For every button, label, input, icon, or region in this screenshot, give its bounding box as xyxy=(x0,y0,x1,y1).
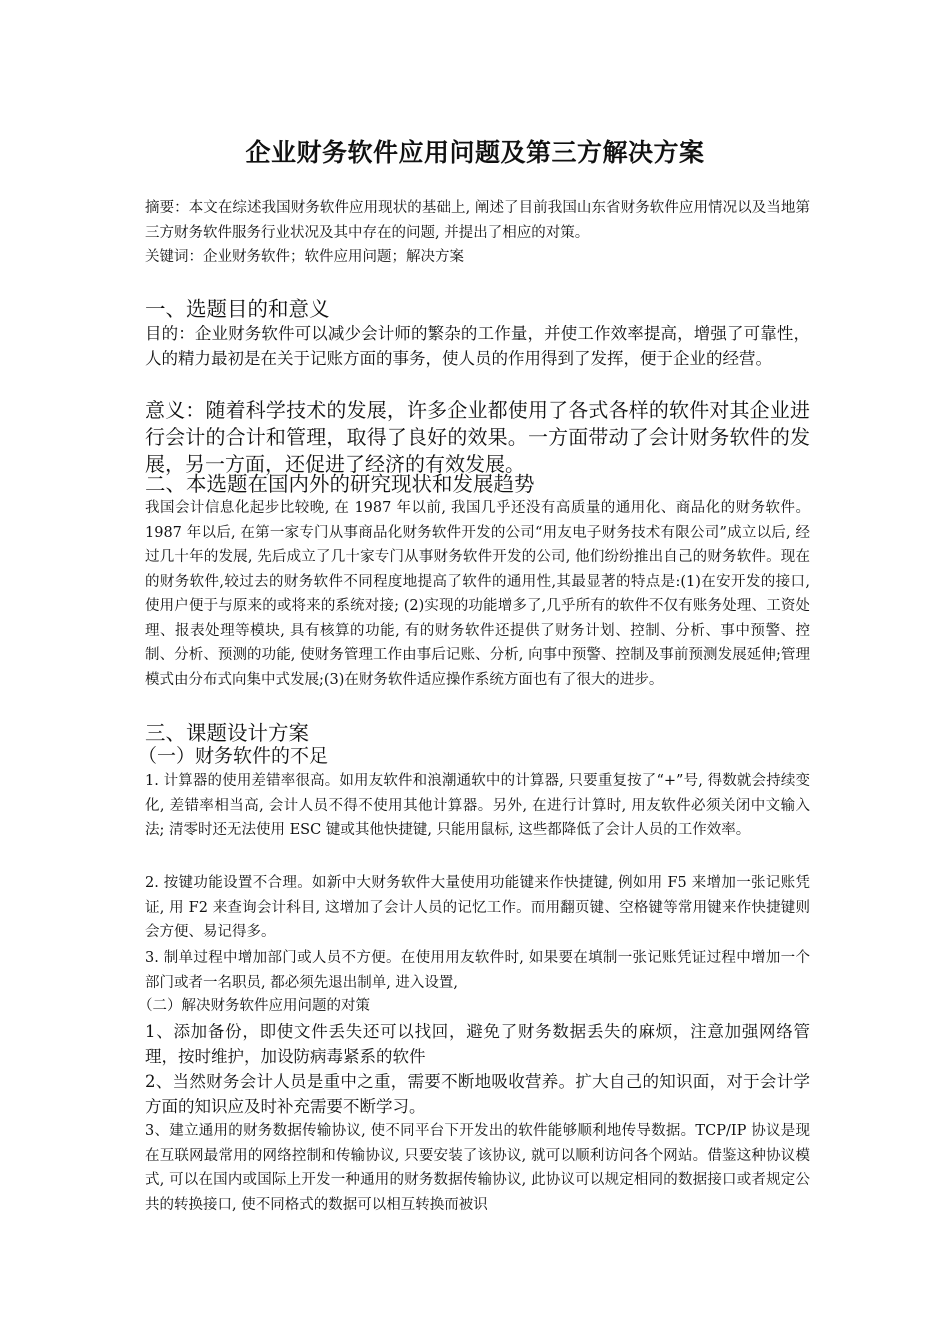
solution-item-3: 3、建立通用的财务数据传输协议, 使不同平台下开发出的软件能够顺利地传导数据。TCP/IP 协议是现在互联网最常用的网络控制和传输协议, 只要安装了该协议, 就可以顺利访问各个网站。借鉴这种协议模式, 可以在国内或国际上开发一种通用的财务数据传输协议, 此协议可以规定相同的数据接口或者规定公共的转换接口, 使不同格式的数据可以相互转换而被识 xyxy=(145,1123,810,1213)
significance-paragraph: 意义：随着科学技术的发展，许多企业都使用了各式各样的软件对其企业进行会计的合计和管理，取得了良好的效果。一方面带动了会计财务软件的发展，另一方面，还促进了经济的有效发展。 xyxy=(145,398,810,476)
subsection-2-heading: （二）解决财务软件应用问题的对策 xyxy=(138,998,370,1014)
shortcoming-item-1: 1. 计算器的使用差错率很高。如用友软件和浪潮通软中的计算器, 只要重复按了“+”号, 得数就会持续变化, 差错率相当高, 会计人员不得不使用其他计算器。另外, 在进行计算时, 用友软件必须关闭中文输入法; 清零时还无法使用 ESC 键或其他快捷键, 只能用鼠标, 这些都降低了会计人员的工作效率。 xyxy=(145,773,810,838)
shortcoming-item-2: 2. 按键功能设置不合理。如新中大财务软件大量使用功能键来作快捷键, 例如用 F5 来增加一张记账凭证, 用 F2 来查询会计科目, 这增加了会计人员的记忆工作。而用翻页键、空格键等常用键来作快捷键则会方便、易记得多。 xyxy=(145,875,810,940)
document-title: 企业财务软件应用问题及第三方解决方案 xyxy=(245,138,705,167)
solution-item-2: 2、当然财务会计人员是重中之重，需要不断地吸收营养。扩大自己的知识面，对于会计学方面的知识应及时补充需要不断学习。 xyxy=(145,1072,810,1116)
section-1-heading: 一、选题目的和意义 xyxy=(145,297,330,321)
solution-item-1: 1、添加备份，即使文件丢失还可以找回，避免了财务数据丢失的麻烦，注意加强网络管理，按时维护，加设防病毒紧系的软件 xyxy=(145,1022,810,1066)
subsection-1-heading: （一）财务软件的不足 xyxy=(138,745,329,767)
shortcoming-item-3: 3. 制单过程中增加部门或人员不方便。在使用用友软件时, 如果要在填制一张记账凭证过程中增加一个部门或者一名职员, 都必须先退出制单, 进入设置, xyxy=(145,950,810,991)
keywords: 关键词：企业财务软件；软件应用问题；解决方案 xyxy=(145,249,464,265)
abstract: 摘要：本文在综述我国财务软件应用现状的基础上, 阐述了目前我国山东省财务软件应用情况以及当地第三方财务软件服务行业状况及其中存在的问题, 并提出了相应的对策。 xyxy=(145,200,810,241)
purpose-paragraph: 目的：企业财务软件可以减少会计师的繁杂的工作量，并使工作效率提高，增强了可靠性，人的精力最初是在关于记账方面的事务，使人员的作用得到了发挥，便于企业的经营。 xyxy=(145,324,810,368)
section-2-heading: 二、本选题在国内外的研究现状和发展趋势 xyxy=(145,472,535,496)
section-2-body: 我国会计信息化起步比较晚, 在 1987 年以前, 我国几乎还没有高质量的通用化、商品化的财务软件。 1987 年以后, 在第一家专门从事商品化财务软件开发的公司“用友电子财务技术有限公司”成立以后, 经过几十年的发展, 先后成立了几十家专门从事财务软件开发的公司, 他们纷纷推出自己的财务软件。现在的财务软件,较过去的财务软件不同程度地提高了软件的通用性,其最显著的特点是:(1)在安开发的接口, 使用户便于与原来的或将来的系统对接; (2)实现的功能增多了,几乎所有的软件不仅有账务处理、工资处理、报表处理等模块, 具有核算的功能, 有的财务软件还提供了财务计划、控制、分析、事中预警、控制、分析、预测的功能, 使财务管理工作由事后记账、分析, 向事中预警、控制及事前预测发展延伸;管理模式由分布式向集中式发展;(3)在财务软件适应操作系统方面也有了很大的进步。 xyxy=(145,500,810,688)
section-3-heading: 三、课题设计方案 xyxy=(145,721,309,745)
